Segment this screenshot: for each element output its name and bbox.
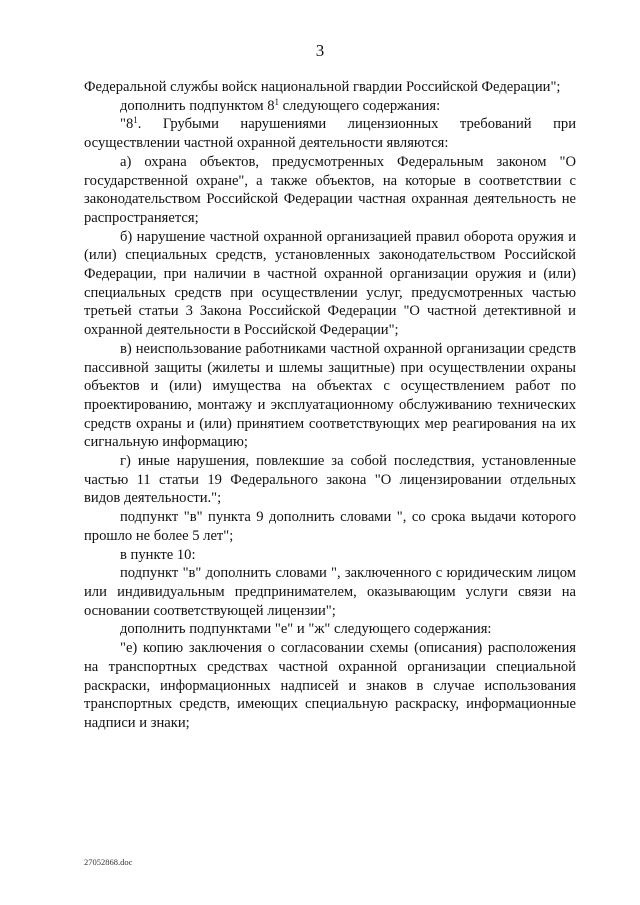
document-filename: 27052868.doc [84,857,133,867]
paragraph: "$8^1$. Грубыми нарушениями лицензионных требований при осуществлении частной охранной деятельности являются: [84,115,576,152]
paragraph: а) охрана объектов, предусмотренных Федеральным законом "О государственной охране", а также объектов, на которые в соответствии с законодательством Российской Федерации частная охранная деятельность не распространяется; [84,153,576,226]
paragraph: подпункт "в" дополнить словами ", заключенного с юридическим лицом или индивидуальным предпринимателем, оказывающим услуги связи на основании соответствующей лицензии"; [84,565,576,619]
paragraph: г) иные нарушения, повлекшие за собой последствия, установленные частью 11 статьи 19 Федерального закона "О лицензировании отдельных видов деятельности."; [84,453,576,507]
paragraph: Федеральной службы войск национальной гвардии Российской Федерации"; [84,79,561,95]
paragraph: в пункте 10: [120,546,196,563]
paragraph: в) неиспользование работниками частной охранной организации средств пассивной защиты (жилеты и шлемы защитные) при осуществлении охраны объектов и (или) имущества на объектах с осуществлением работ по проектированию, монтажу и эксплуатационному обслуживанию технических средств охраны и (или) принятием соответствующих мер реагирования на их сигнальную информацию; [84,340,576,451]
page-number: 3 [315,41,325,60]
paragraph: "е) копию заключения о согласовании схемы (описания) расположения на транспортных средствах частной охранной организации специальной раскраски, информационных надписей и знаков в случае использования транспортных средств, имеющих специальную раскраску, информационные надписи и знаки; [84,640,576,731]
paragraph: дополнить подпунктами "е" и "ж" следующего содержания: [120,621,492,638]
paragraph: б) нарушение частной охранной организацией правил оборота оружия и (или) специальных средств, установленных законодательством Российской Федерации, при наличии в частной охранной организации оружия и (или) специальных средств при осуществлении услуг, предусмотренных частью третьей статьи 3 Закона Российской Федерации "О частной детективной и охранной деятельности в Российской Федерации"; [84,228,576,339]
paragraph: подпункт "в" пункта 9 дополнить словами ", со срока выдачи которого прошло не более 5 лет"; [84,509,576,544]
paragraph: дополнить подпунктом $8^1$ следующего содержания: [120,96,441,114]
document-body [84,78,576,733]
